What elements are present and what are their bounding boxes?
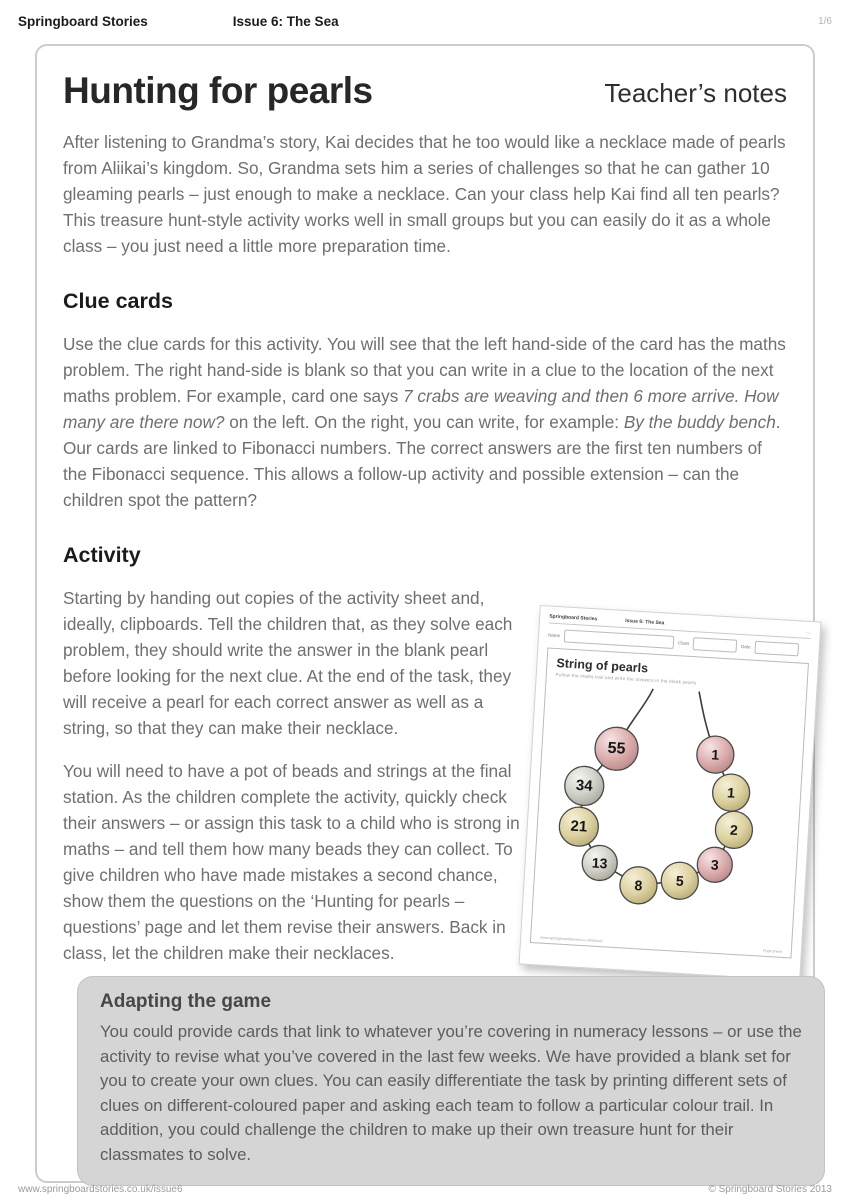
name-label: Name — [548, 632, 561, 639]
date-field — [754, 641, 799, 657]
activity-paragraph-1: Starting by handing out copies of the activity sheet and, ideally, clipboards. Tell the children that, as they solve each problem, they should write the answer in the blank pearl before looking for the next clue. At the end of the task, they will receive a pearl for each correct answer as well as a string, so that they can make their necklace. — [63, 588, 513, 738]
title-row — [63, 70, 787, 112]
intro-paragraph: After listening to Grandma’s story, Kai decides that he too would like a necklace made of pearls from Aliikai’s kingdom. So, Grandma sets him a series of challenges so that he can gather 10 gleaming pearls – just enough to make a necklace. Can your class help Kai find all ten pearls? This treasure hunt-style activity works well in small groups but you can easily do it as a whole class – you just need a little more preparation time. — [63, 132, 786, 256]
class-field — [693, 637, 738, 653]
clue-seg-5: . Our cards are linked to Fibonacci numbers. The correct answers are the first ten numbers of the Fibonacci sequence. This allows a follow-up activity and possible extension – can the children spot the pattern? — [63, 412, 781, 510]
worksheet-issue: Issue 6: The Sea — [625, 618, 665, 627]
footer-copyright: © Springboard Stories 2013 — [708, 1183, 832, 1195]
worksheet-content — [530, 647, 809, 958]
pearl-2 — [714, 810, 753, 849]
page-subtitle: Teacher’s notes — [604, 78, 787, 108]
worksheet-title: String of pearls — [556, 656, 649, 676]
svg-text:5: 5 — [675, 872, 685, 889]
page-footer — [18, 1181, 832, 1197]
footer-url: www.springboardstories.co.uk/issue6 — [18, 1183, 183, 1195]
name-field — [564, 629, 675, 649]
page-title: Hunting for pearls — [63, 70, 373, 111]
page-indicator: 1/6 — [818, 15, 832, 27]
clue-seg-3: on the left. On the right, you can write, for example: — [224, 412, 624, 432]
svg-text:34: 34 — [575, 776, 594, 795]
svg-text:1: 1 — [726, 784, 736, 801]
clue-cards-paragraph — [63, 331, 787, 513]
document-card — [35, 44, 815, 1183]
worksheet-thumbnail — [519, 605, 822, 981]
clue-seg-4-italic: By the buddy bench — [623, 412, 776, 432]
adapting-body: You could provide cards that link to whatever you’re covering in numeracy lessons – or use the activity to revise what you’ve covered in the last few weeks. We have provided a blank set for you to create your own clues. You can easily differentiate the task by printing different sets of clues on different-coloured paper and asking each team to follow a particular colour trail. In addition, you could challenge the children to make up their own treasure hunt for their classmates to solve. — [100, 1022, 802, 1164]
adapting-the-game-box — [77, 976, 825, 1186]
svg-text:55: 55 — [607, 739, 626, 758]
svg-text:8: 8 — [634, 877, 643, 894]
issue-title: Issue 6: The Sea — [232, 13, 339, 29]
svg-text:2: 2 — [729, 821, 739, 839]
svg-text:1: 1 — [710, 746, 720, 763]
pearl-34 — [564, 765, 605, 806]
class-label: Class — [677, 640, 690, 646]
pearl-8 — [619, 866, 658, 905]
activity-paragraph-2: You will need to have a pot of beads and strings at the final station. As the children complete the activity, quickly check their answers – or assign this task to a child who is strong in maths – and tell them how many beads they can collect. To give children who have made mistakes a second chance, show them the questions on the ‘Hunting for pearls – questions’ page and let them revise their answers. Back in class, let the children make their necklaces. — [63, 761, 520, 963]
activity-section — [63, 585, 811, 966]
pearl-13 — [581, 844, 618, 881]
worksheet-footer-left: www.springboardstories.co.uk/issue6 — [540, 935, 603, 944]
pearl-necklace-illustration — [539, 681, 798, 947]
page-header — [18, 10, 832, 32]
pearl-1a — [696, 735, 735, 774]
svg-text:13: 13 — [591, 854, 608, 872]
date-label: Date — [740, 643, 751, 650]
pearl-5 — [660, 861, 699, 900]
pearl-3 — [696, 846, 733, 883]
pearl-21 — [558, 806, 599, 847]
pearl-1b — [712, 773, 751, 812]
clue-seg-2-italic: 7 crabs are weaving and then 6 more arrive. How many are there now? — [63, 386, 779, 432]
clue-cards-heading: Clue cards — [63, 289, 173, 313]
worksheet-subtitle: Follow the maths trail and write the answers in the blank pearls — [555, 672, 697, 686]
svg-text:3: 3 — [710, 856, 720, 874]
brand-name: Springboard Stories — [18, 13, 148, 29]
worksheet-footer-right: Pupil sheet — [762, 948, 782, 954]
svg-text:21: 21 — [570, 817, 588, 836]
pearl-55 — [594, 726, 639, 771]
adapting-heading: Adapting the game — [100, 991, 272, 1012]
worksheet-corner-mark: — — [806, 629, 811, 635]
worksheet-brand: Springboard Stories — [549, 613, 598, 623]
clue-seg-1: Use the clue cards for this activity. You will see that the left hand-side of the card has the maths problem. The right hand-side is blank so that you can write in a clue to the location of the next maths problem. For example, card one says — [63, 334, 786, 406]
activity-heading: Activity — [63, 543, 141, 567]
